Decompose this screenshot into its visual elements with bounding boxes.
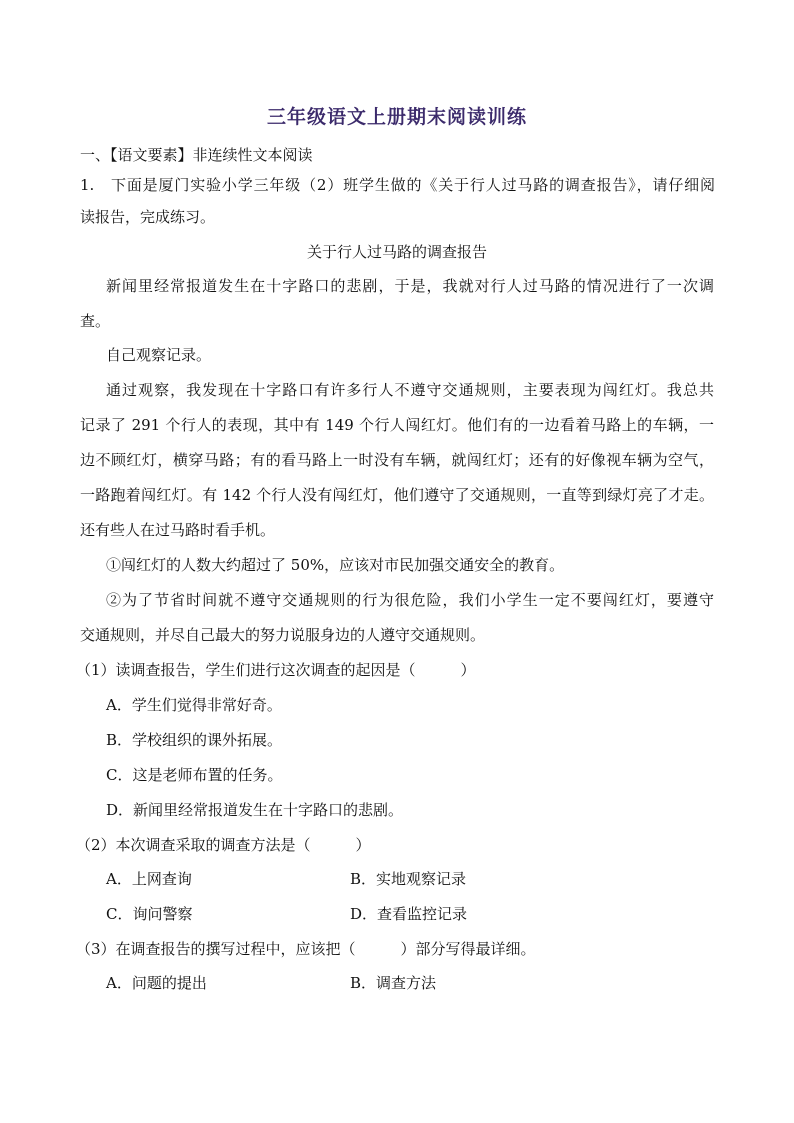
sub-question-2-option-c[interactable]: C．询问警察 (106, 905, 193, 923)
sub-question-1-option-d[interactable]: D．新闻里经常报道发生在十字路口的悲剧。 (106, 801, 404, 819)
report-paragraph-1-line-2: 查。 (80, 312, 111, 330)
report-paragraph-1-line-1: 新闻里经常报道发生在十字路口的悲剧，于是，我就对行人过马路的情况进行了一次调 (106, 277, 714, 295)
sub-question-1-stem: （1）读调查报告，学生们进行这次调查的起因是（ ） (76, 661, 476, 679)
sub-question-1-option-b[interactable]: B．学校组织的课外拓展。 (106, 731, 283, 749)
report-conclusion-1: ①闯红灯的人数大约超过了 50%，应该对市民加强交通安全的教育。 (106, 556, 565, 574)
sub-question-2-option-a[interactable]: A．上网查询 (106, 870, 192, 888)
report-paragraph-3-line-4: 一路跑着闯红灯。有 142 个行人没有闯红灯，他们遵守了交通规则，一直等到绿灯亮了才走。 (80, 486, 714, 504)
report-paragraph-3-line-5: 还有些人在过马路时看手机。 (80, 521, 276, 539)
sub-question-1-option-c[interactable]: C．这是老师布置的任务。 (106, 766, 283, 784)
report-paragraph-2: 自己观察记录。 (106, 346, 212, 364)
question-1-intro-line-1: 1. 下面是厦门实验小学三年级（2）班学生做的《关于行人过马路的调查报告》，请仔细阅 (80, 176, 715, 194)
sub-question-1-option-a[interactable]: A．学生们觉得非常好奇。 (106, 696, 282, 714)
question-1-intro-line-2: 读报告，完成练习。 (80, 208, 216, 226)
sub-question-2-stem: （2）本次调查采取的调查方法是（ ） (76, 836, 371, 854)
section-heading: 一、【语文要素】非连续性文本阅读 (80, 146, 313, 164)
sub-question-3-option-a[interactable]: A．问题的提出 (106, 974, 207, 992)
report-conclusion-2-line-2: 交通规则，并尽自己最大的努力说服身边的人遵守交通规则。 (80, 626, 486, 644)
report-title: 关于行人过马路的调查报告 (306, 243, 487, 261)
page-title: 三年级语文上册期末阅读训练 (266, 106, 527, 128)
report-paragraph-3-line-1: 通过观察，我发现在十字路口有许多行人不遵守交通规则，主要表现为闯红灯。我总共 (106, 381, 714, 399)
sub-question-2-option-d[interactable]: D．查看监控记录 (350, 905, 468, 923)
sub-question-3-option-b[interactable]: B．调查方法 (350, 974, 437, 992)
sub-question-3-stem: （3）在调查报告的撰写过程中，应该把（ ）部分写得最详细。 (76, 940, 536, 958)
sub-question-2-option-b[interactable]: B．实地观察记录 (350, 870, 467, 888)
report-paragraph-3-line-3: 边不顾红灯，横穿马路；有的看马路上一时没有车辆，就闯红灯；还有的好像视车辆为空气， (80, 451, 714, 469)
report-paragraph-3-line-2: 记录了 291 个行人的表现，其中有 149 个行人闯红灯。他们有的一边看着马路上的车辆，一 (80, 416, 714, 434)
report-conclusion-2-line-1: ②为了节省时间就不遵守交通规则的行为很危险，我们小学生一定不要闯红灯，要遵守 (106, 591, 714, 609)
